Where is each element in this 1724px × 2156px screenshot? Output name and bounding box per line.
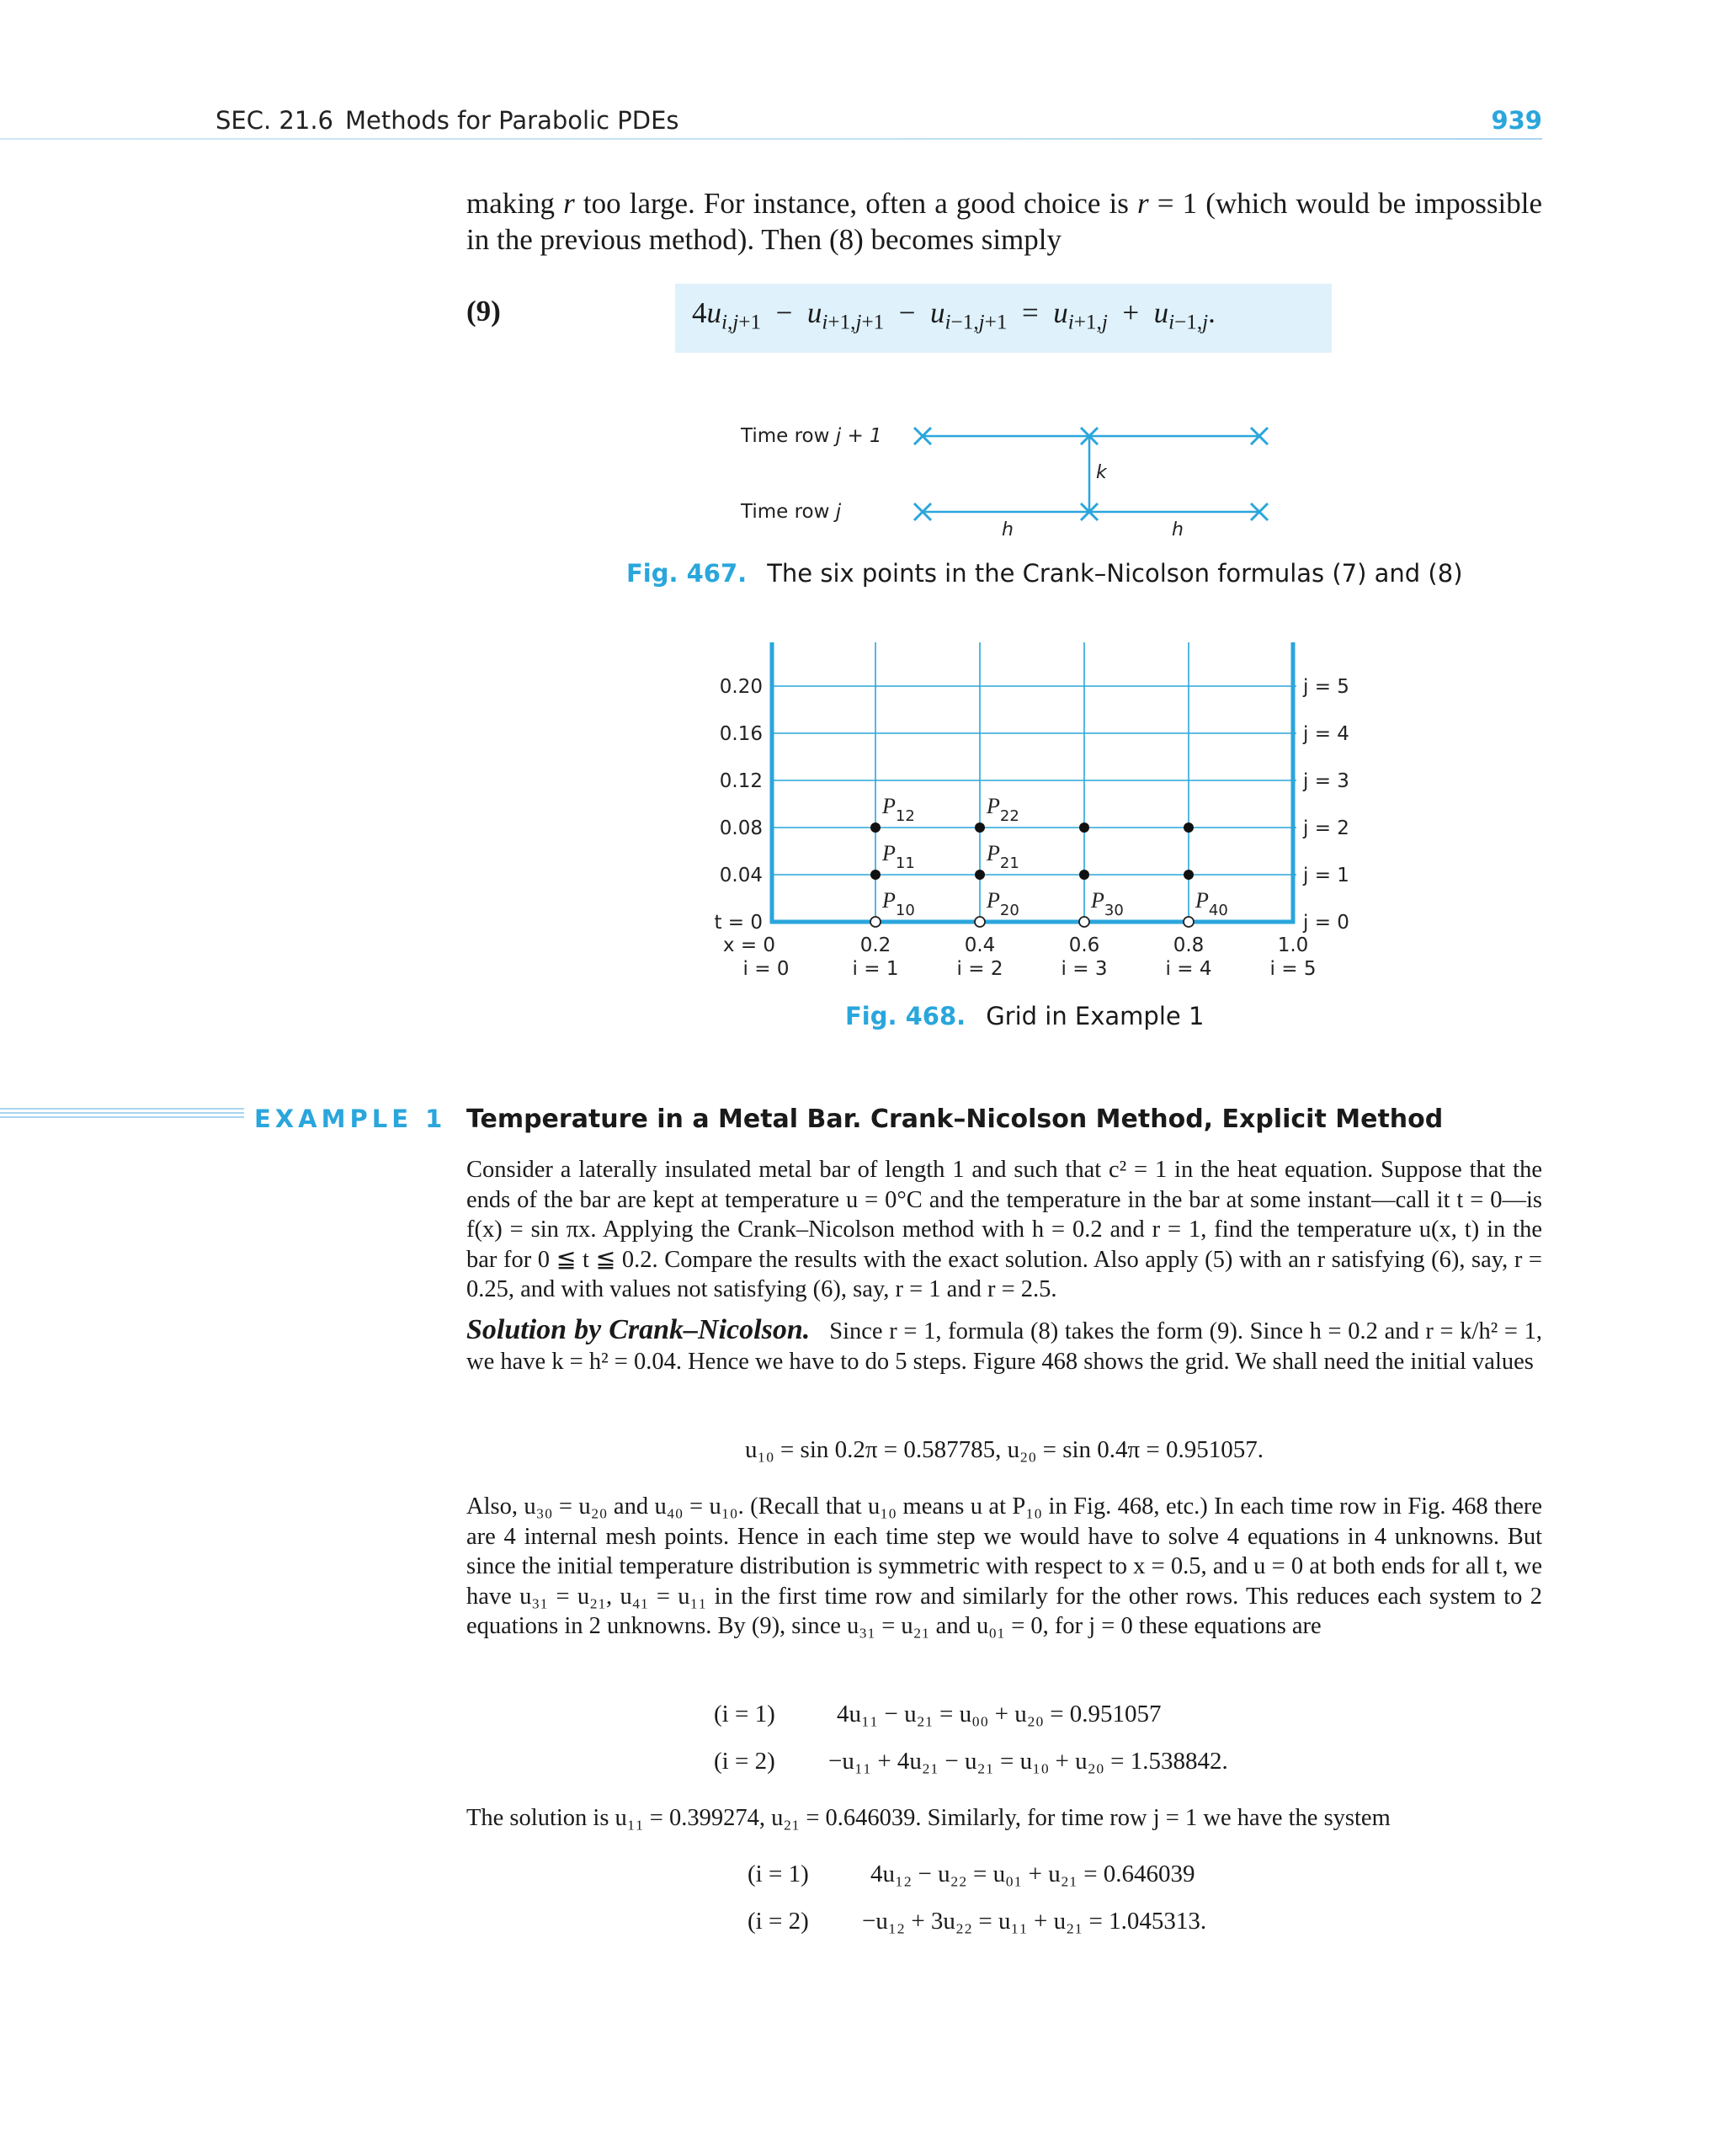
svg-text:i = 2: i = 2 [956, 958, 1003, 980]
initial-values-equation: u₁₀ = sin 0.2π = 0.587785, u₂₀ = sin 0.4π = 0.951057. [744, 1436, 1264, 1463]
svg-text:i = 5: i = 5 [1269, 958, 1317, 980]
svg-text:0.6: 0.6 [1068, 934, 1100, 956]
system2-row1-tag: (i = 1) [748, 1861, 809, 1887]
system1-row2-equation: −u₁₁ + 4u₂₁ − u₂₁ = u₁₀ + u₂₀ = 1.538842. [828, 1748, 1228, 1775]
x-axis-ticks [723, 934, 1308, 956]
svg-text:t = 0: t = 0 [714, 912, 763, 934]
fig468-caption: Fig. 468. Grid in Example 1 [845, 1002, 1205, 1030]
t-axis-ticks [714, 676, 763, 934]
grid-point-markers [914, 428, 1268, 520]
svg-text:P10: $P_{10}$ [882, 888, 915, 919]
symmetry-paragraph: Also, u₃₀ = u₂₀ and u₄₀ = u₁₀. (Recall that u₁₀ means u at P₁₀ in Fig. 468, etc.) In each time row in Fig. 468 there are 4 internal mesh points. Hence in each time step we would have to solve 4 equations in 4 unknowns. But since the initial temperature distribution is symmetric with respect to x = 0.5, and u = 0 at both ends for all t, we have u₃₁ = u₂₁, u₄₁ = u₁₁ in the first time row and similarly for the other rows. This reduces each system to 2 equations in 2 unknowns. By (9), since u₃₁ = u₂₁ and u₀₁ = 0, for j = 0 these equations are [466, 1493, 1542, 1639]
fig467-diagram [724, 413, 1296, 556]
page-number: 939 [1491, 106, 1542, 135]
svg-text:j = 5: j = 5 [1303, 676, 1349, 698]
svg-text:1.0: 1.0 [1277, 934, 1309, 956]
svg-text:0.12: 0.12 [719, 770, 763, 792]
svg-text:i = 0: i = 0 [742, 958, 790, 980]
svg-text:0.16: 0.16 [719, 723, 763, 745]
svg-text:j = 3: j = 3 [1303, 770, 1349, 792]
svg-text:0.04: 0.04 [719, 865, 763, 886]
example-rule [0, 1108, 244, 1120]
svg-text:j = 0: j = 0 [1303, 912, 1349, 934]
solution-result-paragraph: The solution is u₁₁ = 0.399274, u₂₁ = 0.646039. Similarly, for time row j = 1 we have the system [466, 1805, 1391, 1831]
time-row-top-label: Time row j + 1 [741, 425, 882, 447]
svg-text:P11: $P_{11}$ [882, 841, 915, 872]
svg-text:i = 3: i = 3 [1061, 958, 1108, 980]
point-labels [881, 794, 1228, 919]
svg-text:P20: $P_{20}$ [987, 888, 1019, 919]
svg-text:0.8: 0.8 [1173, 934, 1205, 956]
example-title: Temperature in a Metal Bar. Crank–Nicolson Method, Explicit Method [466, 1105, 1444, 1134]
svg-text:0.08: 0.08 [719, 817, 763, 839]
system1-row1-tag: (i = 1) [714, 1701, 775, 1727]
svg-text:j = 1: j = 1 [1303, 865, 1349, 886]
fig468-grid [699, 636, 1389, 989]
fig467-label: Fig. 467. [626, 559, 748, 588]
h-label-left: h [1002, 519, 1014, 540]
svg-text:j = 4: j = 4 [1303, 723, 1349, 745]
fig467-caption: Fig. 467. The six points in the Crank–Nicolson formulas (7) and (8) [626, 559, 1463, 588]
header-rule [0, 138, 1542, 140]
svg-text:0.4: 0.4 [964, 934, 996, 956]
svg-text:P12: $P_{12}$ [882, 794, 915, 825]
svg-text:0.2: 0.2 [859, 934, 891, 956]
i-axis-ticks [743, 958, 1317, 980]
k-label: k [1096, 462, 1107, 483]
grid-lines [772, 642, 1296, 922]
intro-line-2: in the previous method). Then (8) becomes simply [466, 223, 1062, 256]
mesh-points [870, 822, 1194, 880]
time-row-bottom-label: Time row j [741, 501, 842, 523]
svg-text:i = 1: i = 1 [852, 958, 899, 980]
system2-row2-tag: (i = 2) [748, 1908, 809, 1935]
svg-text:i = 4: i = 4 [1165, 958, 1212, 980]
svg-text:P21: $P_{21}$ [987, 841, 1019, 872]
section-title: Methods for Parabolic PDEs [345, 106, 679, 135]
system2-row2-equation: −u₁₂ + 3u₂₂ = u₁₁ + u₂₁ = 1.045313. [862, 1908, 1207, 1935]
svg-text:P30: $P_{30}$ [1091, 888, 1124, 919]
equation-number: (9) [466, 295, 501, 327]
solution-heading: Solution by Crank–Nicolson. [466, 1314, 811, 1345]
svg-text:P22: $P_{22}$ [987, 794, 1019, 825]
equation-9: $4u_{i,j+1} - u_{i+1,j+1} - u_{i-1,j+1} = u_{i+1,j} + u_{i-1,j}$. [692, 296, 1216, 334]
system2-row1-equation: 4u₁₂ − u₂₂ = u₀₁ + u₂₁ = 0.646039 [870, 1861, 1195, 1887]
svg-text:j = 2: j = 2 [1303, 817, 1349, 839]
svg-text:P40: $P_{40}$ [1195, 888, 1228, 919]
system1-row2-tag: (i = 2) [714, 1748, 775, 1775]
solution-paragraph: Solution by Crank–Nicolson. Since r = 1, formula (8) takes the form (9). Since h = 0.2 and r = k/h² = 1, we have k = h² = 0.04. Hence we have to do 5 steps. Figure 468 shows the grid. We shall need the initial values [466, 1314, 1543, 1375]
h-label-right: h [1172, 519, 1184, 540]
intro-paragraph [466, 185, 1542, 258]
example-label: EXAMPLE 1 [254, 1105, 447, 1133]
grid-boundary [770, 642, 1295, 924]
svg-text:0.20: 0.20 [719, 676, 763, 698]
section-label: SEC. 21.6 [216, 106, 333, 135]
intro-line-1: making r too large. For instance, often a good choice is r = 1 (which would be impossible [466, 187, 1543, 220]
j-labels [1302, 676, 1349, 934]
svg-text:x = 0: x = 0 [722, 934, 776, 956]
system1-row1-equation: 4u₁₁ − u₂₁ = u₀₀ + u₂₀ = 0.951057 [837, 1701, 1162, 1727]
example-problem-statement: Consider a laterally insulated metal bar of length 1 and such that c² = 1 in the heat equation. Suppose that the ends of the bar are kept at temperature u = 0°C and the temperature in the bar at some instant—call it t = 0—is f(x) = sin πx. Applying the Crank–Nicolson method with h = 0.2 and r = 1, find the temperature u(x, t) in the bar for 0 ≦ t ≦ 0.2. Compare the results with the exact solution. Also apply (5) with an r satisfying (6), say, r = 0.25, and with values not satisfying (6), say, r = 1 and r = 2.5. [466, 1157, 1542, 1302]
fig468-label: Fig. 468. [845, 1002, 966, 1030]
